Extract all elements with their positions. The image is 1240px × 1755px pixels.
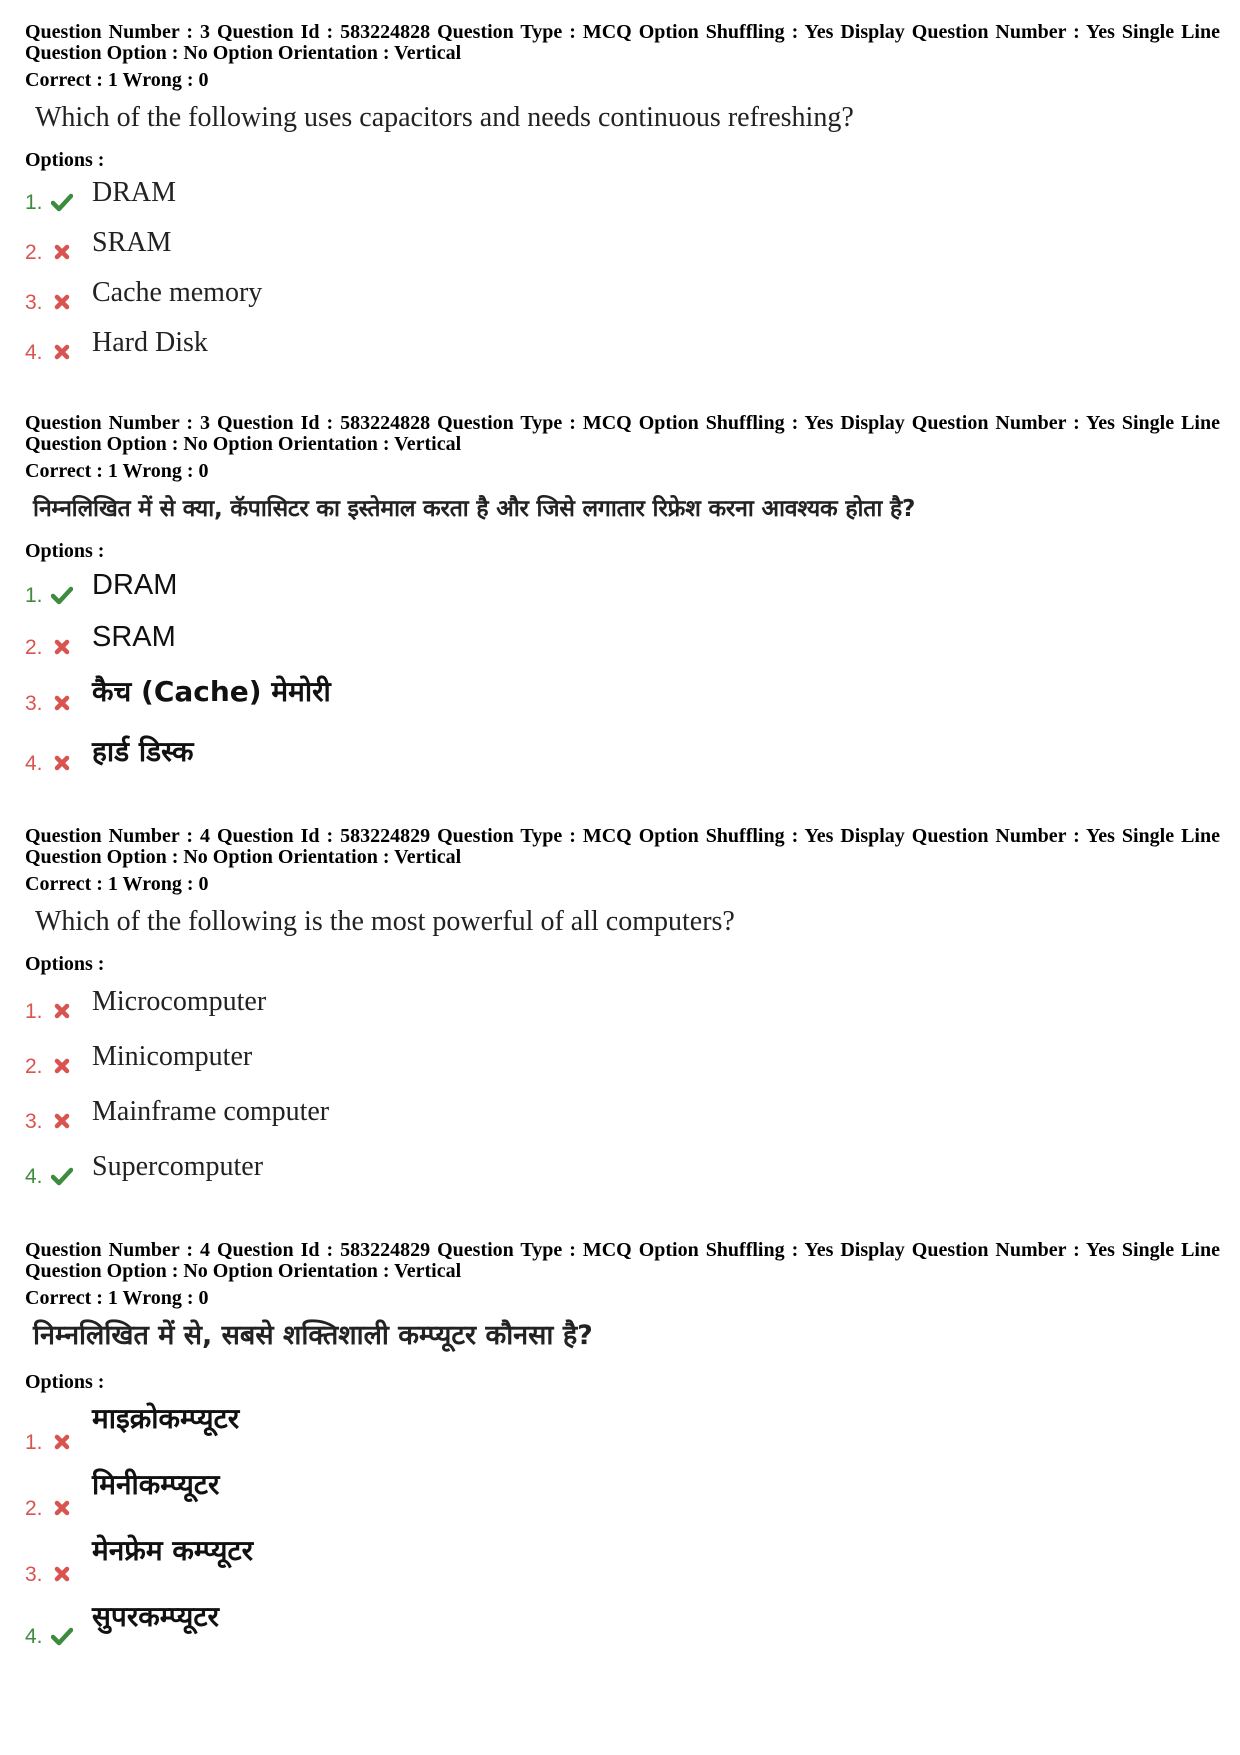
- option-text: कैच (Cache) मेमोरी: [92, 675, 331, 708]
- cross-icon: [51, 1000, 73, 1022]
- options-label: Options :: [25, 149, 105, 171]
- options-label: Options :: [25, 540, 105, 562]
- cross-icon: [51, 636, 73, 658]
- option-item: [25, 321, 1220, 371]
- option-text: DRAM: [92, 569, 178, 601]
- option-number: 1.: [25, 191, 43, 214]
- option-item: [25, 171, 1220, 221]
- option-item: [25, 1085, 1220, 1140]
- cross-icon: [51, 1431, 73, 1453]
- option-number: 3.: [25, 291, 43, 314]
- check-icon: [51, 1165, 73, 1187]
- option-item: [25, 1030, 1220, 1085]
- cross-icon: [51, 1055, 73, 1077]
- option-item: [25, 666, 1220, 722]
- option-item: [25, 1461, 1220, 1527]
- question-text: Which of the following uses capacitors and needs continuous refreshing?: [35, 102, 854, 133]
- option-item: [25, 1593, 1220, 1655]
- option-text: मिनीकम्प्यूटर: [92, 1468, 220, 1501]
- question-metadata: Question Number : 4 Question Id : 583224829 Question Type : MCQ Option Shuffling : Yes Display Question Number : Yes Single Line Question Option : No Option Orientation : Vertical: [25, 1239, 1220, 1282]
- cross-icon: [51, 752, 73, 774]
- question-metadata: Question Number : 4 Question Id : 583224829 Question Type : MCQ Option Shuffling : Yes Display Question Number : Yes Single Line Question Option : No Option Orientation : Vertical: [25, 825, 1220, 868]
- option-number: 1.: [25, 584, 43, 607]
- option-text: माइक्रोकम्प्यूटर: [92, 1402, 240, 1435]
- option-text: Supercomputer: [92, 1151, 264, 1182]
- option-number: 4.: [25, 341, 43, 364]
- option-item: [25, 271, 1220, 321]
- option-text: हार्ड डिस्क: [92, 735, 194, 768]
- option-number: 2.: [25, 1497, 43, 1520]
- marking-scheme: Correct : 1 Wrong : 0: [25, 460, 209, 482]
- option-text: Cache memory: [92, 277, 263, 308]
- check-icon: [51, 191, 73, 213]
- option-number: 2.: [25, 1055, 43, 1078]
- question-metadata: Question Number : 3 Question Id : 583224828 Question Type : MCQ Option Shuffling : Yes Display Question Number : Yes Single Line Question Option : No Option Orientation : Vertical: [25, 412, 1220, 455]
- cross-icon: [51, 1110, 73, 1132]
- option-text: Minicomputer: [92, 1041, 253, 1072]
- cross-icon: [51, 1497, 73, 1519]
- option-text: DRAM: [92, 177, 177, 208]
- question-block-q4-english: [25, 826, 1220, 1195]
- options-label: Options :: [25, 1371, 105, 1393]
- question-metadata: Question Number : 3 Question Id : 583224828 Question Type : MCQ Option Shuffling : Yes Display Question Number : Yes Single Line Question Option : No Option Orientation : Vertical: [25, 21, 1220, 64]
- cross-icon: [51, 341, 73, 363]
- options-label: Options :: [25, 953, 105, 975]
- option-item: [25, 1527, 1220, 1593]
- cross-icon: [51, 291, 73, 313]
- marking-scheme: Correct : 1 Wrong : 0: [25, 873, 209, 895]
- option-item: [25, 562, 1220, 614]
- check-icon: [51, 1625, 73, 1647]
- option-item: [25, 1393, 1220, 1461]
- option-text: Microcomputer: [92, 986, 267, 1017]
- question-block-q3-english: [25, 22, 1220, 371]
- option-item: [25, 614, 1220, 666]
- option-number: 2.: [25, 241, 43, 264]
- option-number: 2.: [25, 636, 43, 659]
- marking-scheme: Correct : 1 Wrong : 0: [25, 69, 209, 91]
- option-text: Hard Disk: [92, 327, 208, 358]
- question-text: Which of the following is the most powerful of all computers?: [35, 906, 735, 937]
- check-icon: [51, 584, 73, 606]
- question-block-q4-hindi: [25, 1240, 1220, 1655]
- option-text: मेनफ्रेम कम्प्यूटर: [92, 1534, 254, 1567]
- option-number: 3.: [25, 692, 43, 715]
- question-text: निम्नलिखित में से क्या, कॅपासिटर का इस्तेमाल करता है और जिसे लगातार रिफ्रेश करना आवश्यक होता है?: [33, 496, 916, 522]
- option-text: SRAM: [92, 227, 172, 258]
- option-item: [25, 975, 1220, 1030]
- question-text: निम्नलिखित में से, सबसे शक्तिशाली कम्प्यूटर कौनसा है?: [33, 1320, 593, 1351]
- marking-scheme: Correct : 1 Wrong : 0: [25, 1287, 209, 1309]
- option-text: SRAM: [92, 621, 176, 653]
- option-item: [25, 1140, 1220, 1195]
- question-block-q3-hindi: [25, 413, 1220, 782]
- cross-icon: [51, 241, 73, 263]
- option-number: 1.: [25, 1431, 43, 1454]
- cross-icon: [51, 1563, 73, 1585]
- option-text: Mainframe computer: [92, 1096, 330, 1127]
- option-number: 4.: [25, 1165, 43, 1188]
- option-number: 3.: [25, 1563, 43, 1586]
- option-text: सुपरकम्प्यूटर: [92, 1600, 219, 1633]
- option-item: [25, 221, 1220, 271]
- option-item: [25, 722, 1220, 782]
- cross-icon: [51, 692, 73, 714]
- option-number: 4.: [25, 1625, 43, 1648]
- option-number: 3.: [25, 1110, 43, 1133]
- option-number: 1.: [25, 1000, 43, 1023]
- option-number: 4.: [25, 752, 43, 775]
